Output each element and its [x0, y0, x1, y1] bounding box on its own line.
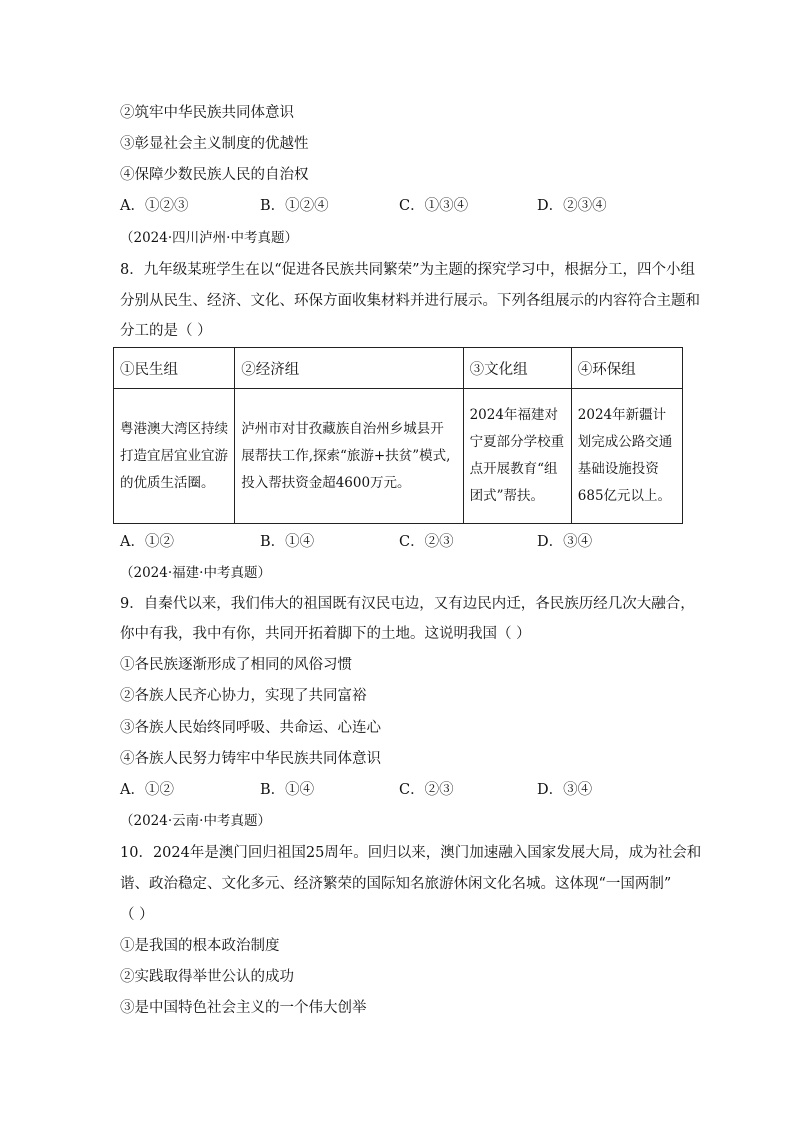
- q8-material-table: [113, 347, 683, 524]
- q9-option-b: B．①④: [260, 782, 315, 798]
- q10-stem-line-2: 谐、政治稳定、文化多元、经济繁荣的国际知名旅游休闲文化名城。这体现“一国两制”: [120, 876, 672, 892]
- q8-option-d: D．③④: [537, 534, 593, 550]
- q9-source: （2024·福建·中考真题）: [120, 565, 271, 581]
- q7-options: [120, 196, 680, 216]
- q7-option-b: B．①②④: [260, 198, 329, 214]
- q7-item-3: ③彰显社会主义制度的优越性: [120, 136, 309, 152]
- q10-item-3: ③是中国特色社会主义的一个伟大创举: [120, 1000, 367, 1016]
- q8-option-a: A．①②: [120, 534, 174, 550]
- q10-stem-line-1: 10．2024年是澳门回归祖国25周年。回归以来，澳门加速融入国家发展大局，成为社会和: [120, 845, 702, 861]
- q9-item-4: ④各族人民努力铸牢中华民族共同体意识: [120, 751, 381, 767]
- q9-item-1: ①各民族逐渐形成了相同的风俗习惯: [120, 657, 352, 673]
- q10-stem-line-3: （ ）: [120, 907, 154, 923]
- q10-source: （2024·云南·中考真题）: [120, 813, 271, 829]
- q7-item-2: ②筑牢中华民族共同体意识: [120, 105, 294, 121]
- q7-item-4: ④保障少数民族人民的自治权: [120, 167, 309, 183]
- q7-option-d: D．②③④: [537, 198, 607, 214]
- table-cell-culture: 2024年福建对宁夏部分学校重点开展教育“组团式”帮扶。: [463, 389, 571, 524]
- q9-stem-line-1: 9．自秦代以来，我们伟大的祖国既有汉民屯边，又有边民内迁，各民族历经几次大融合，: [120, 596, 695, 612]
- table-header-culture: ③文化组: [463, 348, 571, 389]
- q7-option-c: C．①③④: [399, 198, 469, 214]
- table-header-economy: ②经济组: [235, 348, 463, 389]
- q10-item-1: ①是我国的根本政治制度: [120, 938, 280, 954]
- q9-option-d: D．③④: [537, 782, 593, 798]
- table-header-row: [114, 348, 683, 389]
- q10-item-2: ②实践取得举世公认的成功: [120, 969, 294, 985]
- q8-source: （2024·四川泸州·中考真题）: [120, 230, 298, 246]
- table-header-livelihood: ①民生组: [114, 348, 235, 389]
- q9-options: [120, 780, 680, 800]
- q9-stem-line-2: 你中有我，我中有你，共同开拓着脚下的土地。这说明我国（ ）: [120, 626, 531, 642]
- table-cell-economy: 泸州市对甘孜藏族自治州乡城县开展帮扶工作,探索“旅游+扶贫”模式,投入帮扶资金超4600万元。: [235, 389, 463, 524]
- q8-stem-line-2: 分别从民生、经济、文化、环保方面收集材料并进行展示。下列各组展示的内容符合主题和: [120, 293, 700, 309]
- table-cell-livelihood: 粤港澳大湾区持续打造宜居宜业宜游的优质生活圈。: [114, 389, 235, 524]
- q9-item-3: ③各族人民始终同呼吸、共命运、心连心: [120, 720, 381, 736]
- q9-option-a: A．①②: [120, 782, 174, 798]
- q8-stem-line-1: 8．九年级某班学生在以“促进各民族共同繁荣”为主题的探究学习中，根据分工，四个小组: [120, 262, 696, 278]
- q8-stem-line-3: 分工的是（ ）: [120, 323, 212, 339]
- q9-item-2: ②各族人民齐心协力，实现了共同富裕: [120, 688, 367, 704]
- table-cell-environment: 2024年新疆计划完成公路交通基础设施投资685亿元以上。: [571, 389, 682, 524]
- table-content-row: [114, 389, 683, 524]
- table-header-environment: ④环保组: [571, 348, 682, 389]
- q7-option-a: A．①②③: [120, 198, 189, 214]
- q8-option-c: C．②③: [399, 534, 454, 550]
- q8-option-b: B．①④: [260, 534, 315, 550]
- q9-option-c: C．②③: [399, 782, 454, 798]
- q8-options: [120, 532, 680, 552]
